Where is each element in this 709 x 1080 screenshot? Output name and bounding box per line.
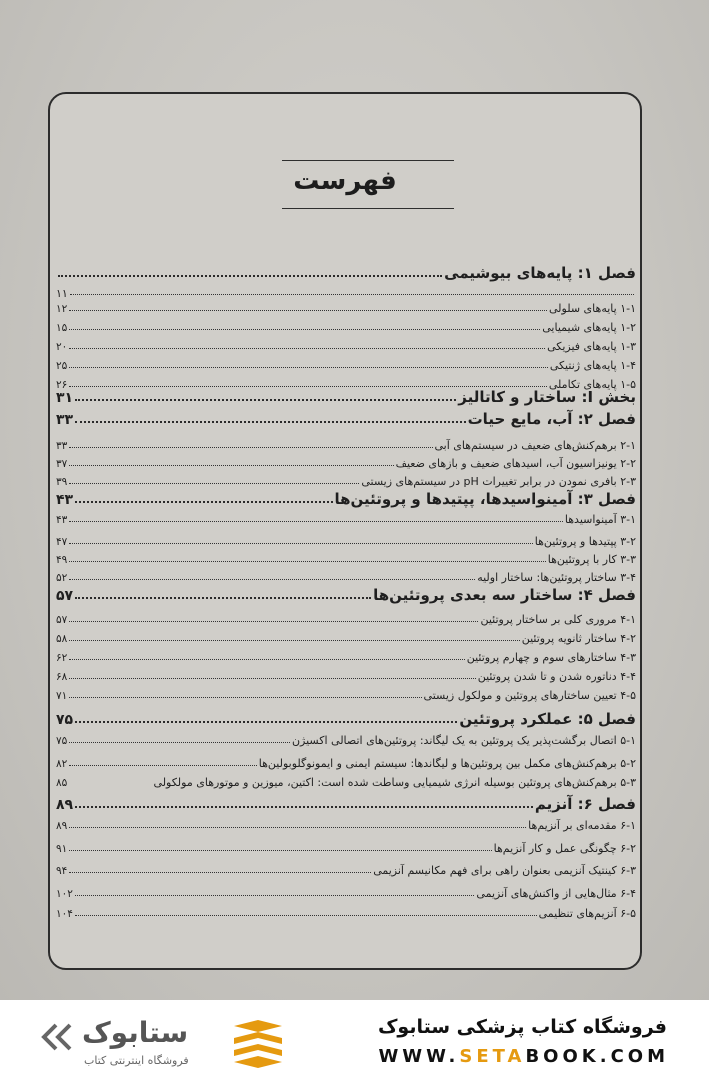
toc-page-number: ۶۸ <box>56 671 68 683</box>
dot-leader <box>69 850 491 851</box>
toc-section-row <box>56 333 636 353</box>
toc-chapter-row <box>56 488 636 508</box>
dot-leader <box>75 806 533 808</box>
toc-entry-title: ۴-۱ مروری کلی بر ساختار پروتئین <box>480 613 636 626</box>
toc-entry-title: ۴-۵ تعیین ساختارهای پروتئین و مولکول زیستی <box>423 689 636 702</box>
toc-page-number: ۵۷ <box>56 614 68 626</box>
toc-chapter-row <box>56 408 636 428</box>
toc-entry-title: ۴-۳ ساختارهای سوم و چهارم پروتئین <box>466 651 636 664</box>
toc-entry-title: ۶-۱ مقدمه‌ای بر آنزیم‌ها <box>528 819 636 832</box>
title-rule-bottom <box>282 208 454 209</box>
toc-page-number: ۸۹ <box>56 820 68 832</box>
dot-leader <box>69 640 519 641</box>
title-block <box>50 160 640 220</box>
toc-section-row <box>56 900 636 920</box>
dot-leader <box>75 597 371 599</box>
chevron-arrows-icon <box>40 1022 80 1052</box>
toc-entry-title: فصل ۴: ساختار سه بعدی پروتئین‌ها <box>373 586 636 604</box>
toc-section-row <box>56 663 636 683</box>
toc-page-number: ۱۰۴ <box>56 908 73 920</box>
toc-entry-title: ۱-۲ پایه‌های شیمیایی <box>542 321 636 334</box>
toc-entry-title: ۲-۲ یونیزاسیون آب، اسیدهای ضعیف و بازهای ضعیف <box>395 457 636 470</box>
toc-entry-title: فصل ۶: آنزیم <box>534 795 636 813</box>
toc-section-row <box>56 506 636 526</box>
toc-entry-title: ۴-۴ دناتوره شدن و تا شدن پروتئین <box>477 670 636 683</box>
toc-page-number: ۹۴ <box>56 865 68 877</box>
url-prefix: WWW. <box>378 1046 460 1067</box>
toc-section-row <box>56 769 636 789</box>
toc-page-number: ۵۲ <box>56 572 68 584</box>
dot-leader <box>69 465 393 466</box>
toc-page-number: ۵۷ <box>56 588 74 604</box>
toc-page-number: ۳۹ <box>56 476 68 488</box>
dot-leader <box>69 521 563 522</box>
logo-tagline: فروشگاه اینترنتی کتاب <box>84 1054 189 1067</box>
toc-section-row <box>56 606 636 626</box>
toc-page-number: ۳۷ <box>56 458 68 470</box>
toc-chapter-row <box>56 793 636 813</box>
toc-entry-title: فصل ۳: آمینواسیدها، پپتیدها و پروتئین‌ها <box>334 490 636 508</box>
toc-section-row <box>56 644 636 664</box>
toc-section-row <box>56 450 636 470</box>
toc-entry-title: ۵-۲ برهم‌کنش‌های مکمل بین پروتئین‌ها و لیگاندها: سیستم ایمنی و ایمونوگلوبولین‌ها <box>258 757 636 770</box>
toc-section-row <box>56 546 636 566</box>
toc-entry-title: ۳-۳ کار با پروتئین‌ها <box>547 553 636 566</box>
url-suffix: BOOK.COM <box>525 1046 669 1067</box>
toc-entry-title: ۶-۳ کینتیک آنزیمی بعنوان راهی برای فهم مکانیسم آنزیمی <box>373 864 636 877</box>
toc-page-number: ۷۵ <box>56 735 68 747</box>
toc-entry-title: فصل ۱: پایه‌های بیوشیمی <box>444 264 636 282</box>
toc-page-number: ۱۲ <box>56 303 68 315</box>
dot-leader <box>69 367 548 368</box>
dot-leader <box>75 915 537 916</box>
toc-page-number: ۲۶ <box>56 379 68 391</box>
toc-page-number: ۸۵ <box>56 777 68 789</box>
toc-entry-title: ۲-۱ برهم‌کنش‌های ضعیف در سیستم‌های آبی <box>434 439 636 452</box>
logo-wordmark: ستابوک <box>82 1016 189 1049</box>
dot-leader <box>58 275 442 277</box>
dot-leader <box>69 765 257 766</box>
toc-section-row <box>56 352 636 372</box>
toc-section-row <box>56 314 636 334</box>
dot-leader <box>69 310 547 311</box>
dot-leader <box>75 421 466 423</box>
toc-section-row <box>56 564 636 584</box>
url-highlight: SETA <box>459 1046 526 1067</box>
toc-section-row <box>56 812 636 832</box>
dot-leader <box>69 561 545 562</box>
dot-leader <box>69 742 290 743</box>
toc-section-row <box>56 432 636 452</box>
toc-page-number: ۱۱ <box>56 287 68 300</box>
toc-entry-title: فصل ۵: عملکرد پروتئین <box>459 710 636 728</box>
toc-section-row <box>56 625 636 645</box>
page-title: فهرست <box>293 166 397 196</box>
store-footer <box>0 1000 709 1080</box>
dot-leader <box>69 697 421 698</box>
toc-entry-title: ۳-۴ ساختار پروتئین‌ها: ساختار اولیه <box>477 571 636 584</box>
toc-page-number: ۳۳ <box>56 412 74 428</box>
dot-leader <box>69 784 151 785</box>
store-url[interactable] <box>378 1046 669 1067</box>
toc-page-number: ۱۵ <box>56 322 68 334</box>
dot-leader <box>69 827 526 828</box>
dot-leader <box>69 348 545 349</box>
dot-leader <box>75 895 475 896</box>
toc-page-number: ۴۳ <box>56 514 68 526</box>
title-rule-top <box>282 160 454 161</box>
toc-page-number: ۴۹ <box>56 554 68 566</box>
toc-entry-title: ۱-۴ پایه‌های ژنتیکی <box>549 359 636 372</box>
book-stack-icon <box>230 1018 286 1070</box>
toc-frame <box>48 92 642 970</box>
toc-section-row <box>56 835 636 855</box>
toc-page-number: ۱۰۲ <box>56 888 73 900</box>
store-name: فروشگاه کتاب پزشکی ستابوک <box>377 1016 667 1038</box>
dot-leader <box>69 447 432 448</box>
toc-section-row <box>56 468 636 488</box>
toc-page-number: ۸۲ <box>56 758 68 770</box>
toc-chapter-row <box>56 262 636 282</box>
toc-page-number: ۷۱ <box>56 690 68 702</box>
dot-leader <box>69 329 540 330</box>
toc-page-number: ۸۹ <box>56 797 74 813</box>
toc-chapter-row <box>56 386 636 406</box>
toc-section-row <box>56 295 636 315</box>
toc-page-number: ۳۱ <box>56 390 74 406</box>
toc-chapter-row <box>56 708 636 728</box>
toc-page-number: ۴۷ <box>56 536 68 548</box>
toc-page-number: ۴۳ <box>56 492 74 508</box>
dot-leader <box>69 659 464 660</box>
toc-entry-title: ۶-۴ مثال‌هایی از واکنش‌های آنزیمی <box>476 887 636 900</box>
toc-entry-title: فصل ۲: آب، مایع حیات <box>467 410 636 428</box>
dot-leader <box>69 621 478 622</box>
dot-leader <box>69 678 475 679</box>
toc-section-row <box>56 750 636 770</box>
dot-leader <box>69 872 371 873</box>
toc-entry-title: ۵-۳ برهم‌کنش‌های پروتئین بوسیله انرژی شیمیایی وساطت شده است: اکتین، میوزین و موتورهای مولکولی <box>153 776 636 789</box>
store-logo <box>40 1016 280 1072</box>
toc-page-number: ۷۵ <box>56 712 74 728</box>
toc-entry-title: ۳-۲ پپتیدها و پروتئین‌ها <box>534 535 636 548</box>
toc-entry-title: ۱-۵ پایه‌های تکاملی <box>548 378 636 391</box>
toc-section-row <box>56 682 636 702</box>
dot-leader <box>69 579 475 580</box>
toc-page-number: ۲۰ <box>56 341 68 353</box>
dot-leader <box>75 501 332 503</box>
dot-leader <box>69 483 359 484</box>
toc-entry-title: بخش I: ساختار و کاتالیز <box>458 388 636 406</box>
toc-entry-title: ۳-۱ آمینواسیدها <box>564 513 636 526</box>
toc-entry-title: ۲-۳ بافری نمودن در برابر تغییرات pH در سیستم‌های زیستی <box>361 475 636 488</box>
dot-leader <box>69 543 533 544</box>
toc-page-number: ۳۳ <box>56 440 68 452</box>
toc-page-number: ۹۱ <box>56 843 68 855</box>
toc-entry-title: ۴-۲ ساختار ثانویه پروتئین <box>521 632 636 645</box>
toc-entry-title: ۶-۲ چگونگی عمل و کار آنزیم‌ها <box>493 842 636 855</box>
toc-section-row <box>56 528 636 548</box>
dot-leader <box>75 721 457 723</box>
toc-section-row <box>56 880 636 900</box>
toc-entry-title: ۱-۱ پایه‌های سلولی <box>549 302 636 315</box>
toc-entry-title: ۶-۵ آنزیم‌های تنظیمی <box>538 907 636 920</box>
toc-page-number: ۵۸ <box>56 633 68 645</box>
dot-leader <box>75 399 456 401</box>
toc-page-number: ۶۲ <box>56 652 68 664</box>
toc-section-row <box>56 857 636 877</box>
toc-chapter-row <box>56 584 636 604</box>
toc-entry-title: ۱-۳ پایه‌های فیزیکی <box>547 340 636 353</box>
toc-entry-title: ۵-۱ اتصال برگشت‌پذیر یک پروتئین به یک لیگاند: پروتئین‌های اتصالی اکسیژن <box>291 734 636 747</box>
toc-section-row <box>56 727 636 747</box>
toc-page-number: ۲۵ <box>56 360 68 372</box>
